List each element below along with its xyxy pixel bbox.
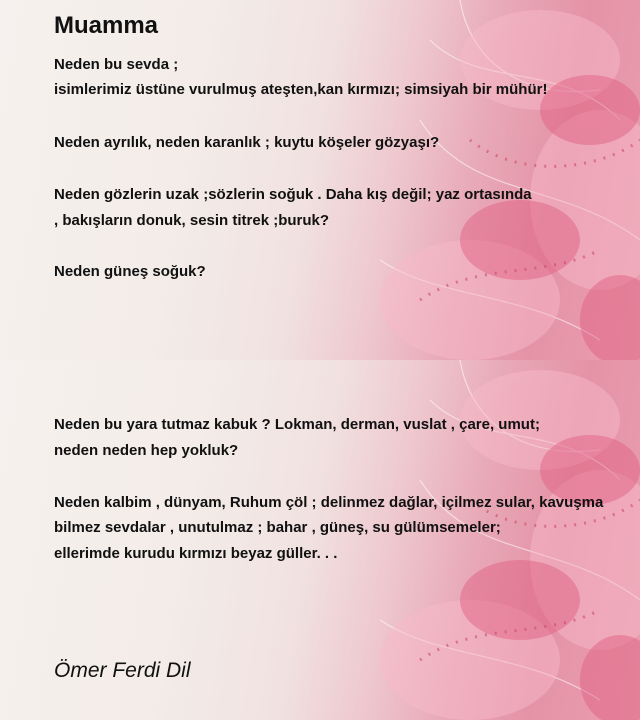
poem-line: neden neden hep yokluk? <box>54 442 239 459</box>
poem-line: Neden ayrılık, neden karanlık ; kuytu köşeler gözyaşı? <box>54 134 440 151</box>
poem-line: Neden kalbim , dünyam, Ruhum çöl ; delinmez dağlar, içilmez sular, kavuşma <box>54 494 604 511</box>
poem-line: ellerimde kurudu kırmızı beyaz güller. . . <box>54 545 338 562</box>
poem-line: , bakışların donuk, sesin titrek ;buruk? <box>54 212 330 229</box>
poem-line: isimlerimiz üstüne vurulmuş ateşten,kan kırmızı; simsiyah bir mühür! <box>54 81 548 98</box>
poem-line: Neden gözlerin uzak ;sözlerin soğuk . Daha kış değil; yaz ortasında <box>54 186 532 203</box>
poem-title: Muamma <box>54 12 159 39</box>
poem-line: Neden bu sevda ; <box>54 56 179 73</box>
poem-line: bilmez sevdalar , unutulmaz ; bahar , güneş, su gülümsemeler; <box>54 519 501 536</box>
author-signature: Ömer Ferdi Dil <box>54 659 191 682</box>
poem-line: Neden güneş soğuk? <box>54 263 206 280</box>
poem-line: Neden bu yara tutmaz kabuk ? Lokman, derman, vuslat , çare, umut; <box>54 416 540 433</box>
